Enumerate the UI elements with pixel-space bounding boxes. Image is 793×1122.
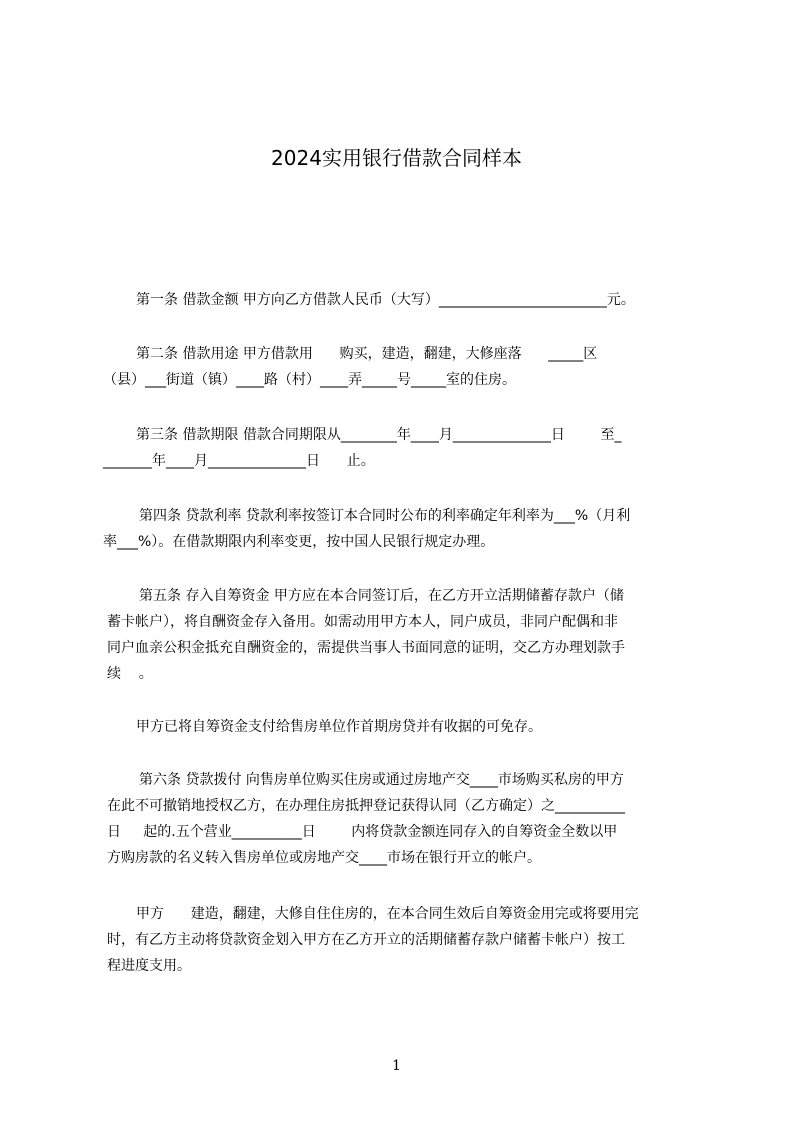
clause-6-line-3: 日 起的.五个营业__________日 内将贷款金额连同存入的自筹资金全数以甲 [107,824,618,840]
clause-6-line-2: 在此不可撤销地授权乙方，在办理住房抵押登记获得认同（乙方确定）之__________ [107,798,625,814]
document-title: 2024实用银行借款合同样本 [271,146,522,170]
paragraph-self-funds: 甲方已将自筹资金支付给售房单位作首期房贷并有收据的可免存。 [136,719,542,735]
paragraph-construction-line-3: 程进度支用。 [107,958,191,974]
clause-2-line-2: （县）___街道（镇）____路（村）____弄_____号_____室的住房。 [103,372,516,388]
clause-4-line-1: 第四条 贷款利率 贷款利率按签订本合同时公布的利率确定年利率为___%（月利 [139,508,631,524]
paragraph-construction-line-1: 甲方 建造，翻建，大修自住住房的，在本合同生效后自筹资金用完或将要用完 [136,906,639,922]
clause-1-line-1: 第一条 借款金额 甲方向乙方借款人民币（大写）________________________元。 [136,292,635,308]
clause-6-line-1: 第六条 贷款拨付 向售房单位购买住房或通过房地产交____市场购买私房的甲方 [139,772,624,788]
clause-4-line-2: 率___%）。在借款期限内利率变更，按中国人民银行规定办理。 [103,534,495,550]
paragraph-construction-line-2: 时，有乙方主动将贷款资金划入甲方在乙方开立的活期储蓄存款户储蓄卡帐户）按工 [107,932,625,948]
clause-2-line-1: 第二条 借款用途 甲方借款用 购买，建造，翻建，大修座落 _____区 [136,346,598,362]
clause-5-line-2: 蓄卡帐户），将自酬资金存入备用。如需动用甲方本人，同户成员，非同户配偶和非 [107,614,618,630]
page-number: 1 [392,1058,401,1074]
clause-6-line-4: 方购房款的名义转入售房单位或房地产交____市场在银行开立的帐户。 [107,850,541,866]
clause-5-line-3: 同户血亲公积金抵充自酬资金的，需提供当事人书面同意的证明，交乙方办理划款手 [107,640,625,656]
clause-3-line-1: 第三条 借款期限 借款合同期限从________年____月______________日 至_ [136,427,622,443]
clause-5-line-1: 第五条 存入自筹资金 甲方应在本合同签订后，在乙方开立活期储蓄存款户（储 [139,588,624,604]
clause-5-line-4: 续 。 [107,666,153,682]
clause-3-line-2: _______年____月______________日 止。 [103,453,375,469]
